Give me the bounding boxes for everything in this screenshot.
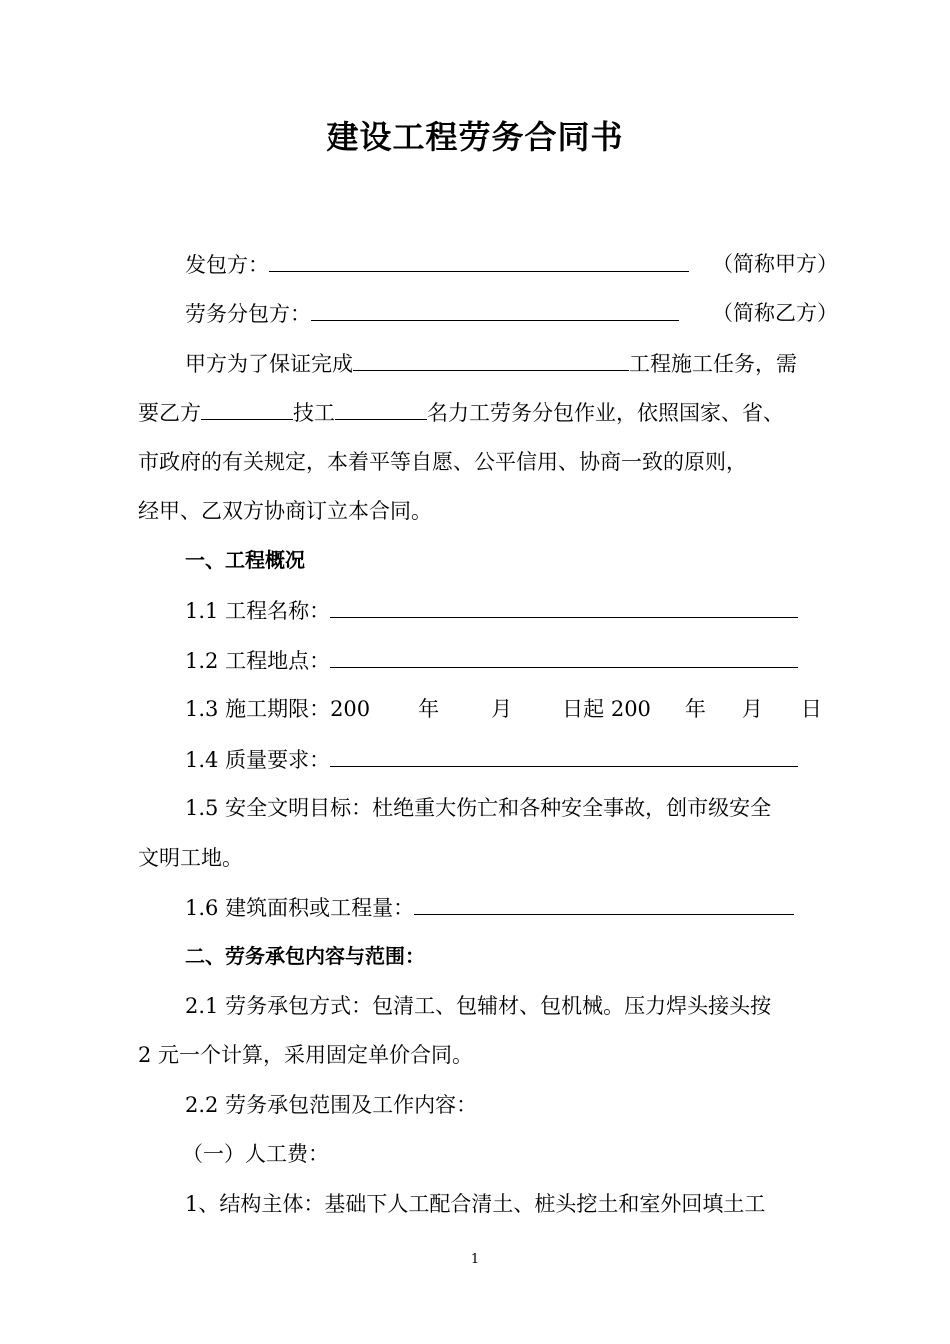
day-label: 日 [800, 697, 822, 721]
quality-line [185, 744, 838, 774]
section-2-heading: 二、劳务承包内容与范围： [185, 944, 425, 968]
intro-line-3: 市政府的有关规定，本着平等自愿、公平信用、协商一致的原则， [138, 450, 747, 474]
area-line [185, 892, 838, 922]
intro-line-2 [138, 397, 838, 427]
project-name-field[interactable] [330, 595, 798, 618]
intro-text: 工程施工任务，需 [629, 352, 797, 376]
project-location-line [185, 645, 838, 675]
project-location-field[interactable] [330, 645, 798, 668]
page-number: 1 [470, 1252, 480, 1267]
month-label: 月 [491, 697, 513, 721]
contractor-line [185, 298, 838, 328]
month-label: 月 [741, 697, 763, 721]
intro-text: 甲方为了保证完成 [185, 352, 353, 376]
intro-text: 名力工劳务分包作业，依照国家、省、 [427, 401, 784, 425]
contractor-blank[interactable] [311, 298, 679, 321]
employer-blank[interactable] [269, 249, 689, 272]
contract-mode-line-1: 2.1 劳务承包方式：包清工、包辅材、包机械。压力焊头接头按 [185, 994, 772, 1018]
year-label: 年 [684, 697, 706, 721]
field-label: 1.2 工程地点： [185, 649, 331, 673]
section-1-heading: 一、工程概况 [185, 548, 305, 572]
day-label: 日起 200 [562, 697, 651, 721]
construction-period-line [185, 694, 838, 724]
contractor-label: 劳务分包方： [185, 302, 311, 326]
quality-field[interactable] [330, 744, 798, 767]
contractor-note: （简称乙方） [712, 301, 838, 325]
laborers-blank[interactable] [335, 397, 427, 420]
skilled-workers-blank[interactable] [201, 397, 293, 420]
project-name-line [185, 595, 838, 625]
intro-text: 技工 [293, 401, 335, 425]
employer-note: （简称甲方） [712, 252, 838, 276]
intro-text: 要乙方 [138, 401, 201, 425]
contract-mode-line-2: 2 元一个计算，采用固定单价合同。 [138, 1043, 474, 1067]
year-label: 年 [418, 697, 440, 721]
field-label: 1.3 施工期限：200 [185, 697, 371, 721]
employer-label: 发包方： [185, 253, 269, 277]
page-title: 建设工程劳务合同书 [326, 118, 624, 156]
item-1-line: 1、结构主体：基础下人工配合清土、桩头挖土和室外回填土工 [185, 1192, 766, 1216]
area-field[interactable] [414, 892, 794, 915]
field-label: 1.1 工程名称： [185, 599, 331, 623]
safety-line-2: 文明工地。 [138, 846, 243, 870]
safety-line-1: 1.5 安全文明目标：杜绝重大伤亡和各种安全事故，创市级安全 [185, 796, 772, 820]
labor-cost-line: （一）人工费： [182, 1142, 329, 1166]
intro-line-4: 经甲、乙双方协商订立本合同。 [138, 499, 432, 523]
field-label: 1.4 质量要求： [185, 748, 331, 772]
field-label: 1.6 建筑面积或工程量： [185, 896, 415, 920]
intro-line-1 [185, 348, 838, 378]
employer-line [185, 249, 838, 279]
scope-line: 2.2 劳务承包范围及工作内容： [185, 1093, 478, 1117]
project-name-blank[interactable] [353, 348, 629, 371]
